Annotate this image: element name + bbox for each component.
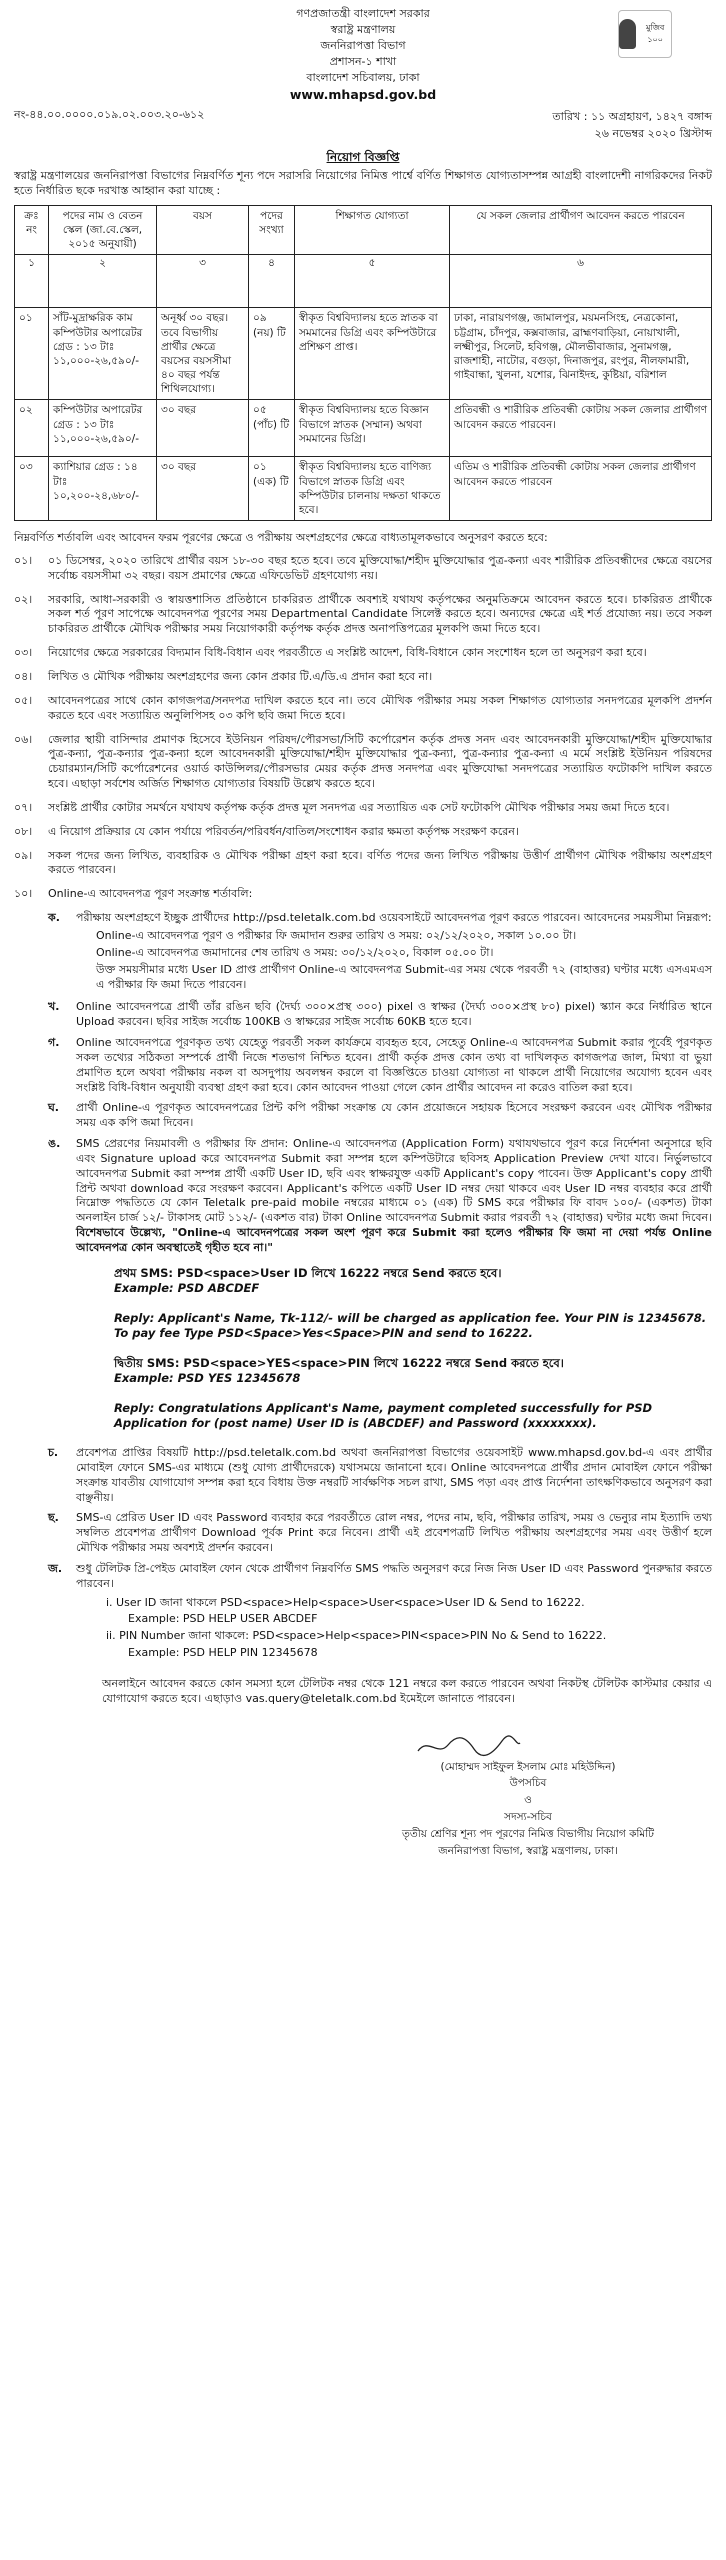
signatory-office: জননিরাপত্তা বিভাগ, স্বরাষ্ট্র মন্ত্রণালয়, ঢাকা। (438, 1844, 618, 1857)
vacancy-table (14, 205, 712, 521)
condition-item (14, 849, 712, 879)
item-label: জ. (48, 1561, 63, 1575)
row-post: ক্যাশিয়ার গ্রেড : ১৪ টাঃ ১০,২০০-২৪,৬৮০/- (49, 457, 157, 521)
condition-number: ০৯। (14, 848, 33, 862)
signature-block (344, 1733, 712, 1860)
online-item-ka (48, 911, 712, 994)
item-text: শুধু টেলিটক প্রি-পেইড মোবাইল ফোন থেকে প্রার্থীগণ নিম্নবর্ণিত SMS পদ্ধতি অনুসরণ করে নিজ নিজ User ID এবং Password পুনরুদ্ধার করতে পারবেন। (76, 1561, 712, 1590)
item-text: Online আবেদনপত্রে প্রার্থী তাঁর রঙিন ছবি (দৈর্ঘ্য ৩০০×প্রস্থ ৩০০) pixel ও স্বাক্ষর (দৈর্ঘ্য ৩০০×প্রস্থ ৮০) pixel) স্ক্যান করে নির্ধারিত স্থানে Upload করবেন। ছবির সাইজ সর্বোচ্চ 100KB ও স্বাক্ষরের সাইজ সর্বোচ্চ 60KB হতে হবে। (76, 1000, 712, 1029)
sms-instructions (114, 1266, 712, 1432)
condition-number: ১০। (14, 887, 33, 901)
row-serial: ০৩ (15, 457, 49, 521)
recovery-user-id: i. User ID জানা থাকলে PSD<space>Help<space>User<space>User ID & Send to 16222. (106, 1595, 585, 1609)
col-number: ৫ (295, 255, 450, 308)
col-number: ৩ (157, 255, 249, 308)
header-line-2: স্বরাষ্ট্র মন্ত্রণালয় (330, 22, 396, 36)
item-label: ঘ. (48, 1101, 59, 1115)
online-item-chha (48, 1511, 712, 1556)
signature-scribble (414, 1733, 524, 1759)
sms-first-example: Example: PSD ABCDEF (114, 1281, 260, 1296)
sms-reply-first: Reply: Applicant's Name, Tk-112/- will be charged as application fee. Your PIN is 12345678. To pay fee Type PSD<Space>Yes<Space>PIN and send to 16222. (114, 1310, 707, 1341)
memo-number: নং-৪৪.০০.০০০০.০১৯.০২.০০৩.২০-৬১২ (14, 107, 205, 121)
sms-first: প্রথম SMS: PSD<space>User ID লিখে 16222 নম্বরে Send করতে হবে। (114, 1265, 502, 1280)
online-item-ga (48, 1036, 712, 1095)
col-header-count: পদের সংখ্যা (249, 205, 295, 255)
recovery-user-id-example: Example: PSD HELP USER ABCDEF (128, 1612, 318, 1626)
item-label: ক. (48, 911, 60, 925)
condition-text: সংশ্লিষ্ট প্রার্থীর কোটার সমর্থনে যথাযথ কর্তৃপক্ষ কর্তৃক প্রদত্ত মূল সনদপত্র এর সত্যায়িত এক সেট ফটোকপি মৌখিক পরীক্ষার সময় জমা দিতে হবে। (48, 800, 670, 814)
row-districts: ঢাকা, নারায়ণগঞ্জ, জামালপুর, ময়মনসিংহ, নেত্রকোনা, চট্টগ্রাম, চাঁদপুর, কক্সবাজার, ব্রাহ্মণবাড়িয়া, নোয়াখালী, লক্ষ্মীপুর, সিলেট, হবিগঞ্জ, মৌলভীবাজার, সুনামগঞ্জ, রাজশাহী, নাটোর, বগুড়া, দিনাজপুর, রংপুর, নীলফামারী, গাইবান্ধা, খুলনা, যশোর, ঝিনাইদহ, কুষ্টিয়া, বরিশাল (450, 308, 712, 400)
header-line-5: বাংলাদেশ সচিবালয়, ঢাকা (306, 70, 420, 84)
header-website: www.mhapsd.gov.bd (289, 86, 437, 102)
row-districts: এতিম ও শারীরিক প্রতিবন্ধী কোটায় সকল জেলার প্রার্থীগণ আবেদন করতে পারবেন (450, 457, 712, 521)
col-number: ৪ (249, 255, 295, 308)
recovery-pin-example: Example: PSD HELP PIN 12345678 (128, 1646, 318, 1660)
condition-item (14, 554, 712, 584)
item-label: ছ. (48, 1511, 59, 1525)
col-header-serial: ক্রঃ নং (15, 205, 49, 255)
col-number: ৬ (450, 255, 712, 308)
col-number: ১ (15, 255, 49, 308)
row-serial: ০২ (15, 400, 49, 457)
portrait-icon (619, 19, 636, 49)
table-row (15, 457, 712, 521)
row-count: ০৫ (পাঁচ) টি (249, 400, 295, 457)
item-text: SMS-এ প্রেরিত User ID এবং Password ব্যবহার করে পরবর্তীতে রোল নম্বর, পদের নাম, ছবি, পরীক্ষার তারিখ, সময় ও ভেন্যুর নাম ইত্যাদি তথ্য সম্বলিত প্রবেশপত্র প্রার্থীগণ Download পূর্বক Print করে নিবেন। প্রার্থী এই প্রবেশপত্রটি লিখিত পরীক্ষায় অংশগ্রহণের সময় এবং উত্তীর্ণ হলে মৌখিক পরীক্ষার সময় অবশ্যই প্রদর্শন করবেন। (76, 1511, 712, 1555)
header-line-4: প্রশাসন-১ শাখা (329, 54, 397, 68)
item-text: SMS প্রেরণের নিয়মাবলী ও পরীক্ষার ফি প্রদান: Online-এ আবেদনপত্র (Application Form) যথাযথভাবে পূরণ করে নির্দেশনা অনুসারে ছবি এবং Signature upload করে আবেদনপত্র Submit করা সম্পন্ন হলে কম্পিউটারে ছবিসহ Application Preview দেখা যাবে। নির্ভুলভাবে আবেদনপত্র Submit করা সম্পন্ন প্রার্থী একটি User ID, ছবি এবং স্বাক্ষরযুক্ত একটি Applicant's copy পাবেন। উক্ত Applicant's copy প্রার্থী প্রিন্ট অথবা download করে সংরক্ষণ করবেন। Applicant's কপিতে একটি User ID নম্বর দেয়া থাকবে এবং User ID নম্বর ব্যবহার করে প্রার্থী নিম্নোক্ত পদ্ধতিতে যে কোন Teletalk pre-paid mobile নম্বরের মাধ্যমে ০১ (এক) টি SMS করে পরীক্ষার ফি বাবদ ১০০/- (একশত) টাকা অনলাইন চার্জ ১২/- টাকাসহ মোট ১১২/- (একশত বার) টাকা Online আবেদনপত্র Submit করার পরবর্তী ৭২ (বাহাত্তর) ঘণ্টার মধ্যে জমা দিবেন। (76, 1137, 712, 1225)
sms-second-example: Example: PSD YES 12345678 (114, 1371, 301, 1386)
item-text: প্রবেশপত্র প্রাপ্তির বিষয়টি http://psd.teletalk.com.bd অথবা জননিরাপত্তা বিভাগের ওয়েবসাইট www.mhapsd.gov.bd-এ এবং প্রার্থীর মোবাইল ফোনে SMS-এর মাধ্যমে (শুধু যোগ্য প্রার্থীদেরকে) যথাসময়ে জানানো হবে। Online আবেদনপত্রে প্রার্থীর প্রদান মোবাইল ফোনে পরীক্ষা সংক্রান্ত যাবতীয় যোগাযোগ সম্পন্ন করা হবে বিধায় উক্ত নম্বরটি সার্বক্ষণিক সচল রাখা, SMS পড়া এবং প্রাপ্ত নির্দেশনা তাৎক্ষণিকভাবে অনুসরণ করা বাঞ্ছনীয়। (76, 1445, 712, 1504)
government-header (14, 6, 712, 104)
signature-image (344, 1733, 712, 1759)
helpline-note: অনলাইনে আবেদন করতে কোন সমস্যা হলে টেলিটক নম্বর থেকে 121 নম্বরে কল করতে পারবেন অথবা নিকটস্থ টেলিটক কাস্টমার কেয়ার এ যোগাযোগ করতে হবে। এছাড়াও vas.query@teletalk.com.bd ইমেইলে জানাতে পারবেন। (102, 1676, 712, 1705)
condition-item (14, 694, 712, 724)
condition-item (14, 593, 712, 638)
condition-text: লিখিত ও মৌখিক পরীক্ষায় অংশগ্রহণের জন্য কোন প্রকার টি.এ/ডি.এ প্রদান করা হবে না। (48, 670, 433, 684)
reference-row (14, 108, 712, 143)
signatory-committee: তৃতীয় শ্রেণির শূন্য পদ পূরণের নিমিত্ত বিভাগীয় নিয়োগ কমিটি (402, 1827, 654, 1840)
schedule-end: Online-এ আবেদনপত্র জমাদানের শেষ তারিখ ও সময়: ৩০/১২/২০২০, বিকাল ০৫.০০ টা। (96, 945, 494, 959)
recovery-pin: ii. PIN Number জানা থাকলে: PSD<space>Help<space>PIN<space>PIN No & Send to 16222. (106, 1629, 607, 1643)
condition-number: ০৪। (14, 670, 33, 684)
schedule-list (96, 929, 712, 992)
row-districts: প্রতিবন্ধী ও শারীরিক প্রতিবন্ধী কোটায় সকল জেলার প্রার্থীগণ আবেদন করতে পারবেন। (450, 400, 712, 457)
date-block (552, 108, 712, 143)
row-age: ৩০ বছর (157, 400, 249, 457)
row-age: অনূর্ধ্ব ৩০ বছর। তবে বিভাগীয় প্রার্থীর ক্ষেত্রে বয়সের বয়সসীমা ৪০ বছর পর্যন্ত শিথিলযোগ্য। (157, 308, 249, 400)
online-item-ja (48, 1562, 712, 1663)
notice-title: নিয়োগ বিজ্ঞপ্তি (326, 150, 400, 164)
conditions-intro: নিম্নবর্ণিত শর্তাবলি এবং আবেদন ফরম পূরণের ক্ষেত্রে ও পরীক্ষায় অংশগ্রহণের ক্ষেত্রে বাধ্যতামূলকভাবে অনুসরণ করতে হবে: (14, 531, 548, 545)
signatory-role: সদস্য-সচিব (504, 1811, 552, 1824)
row-serial: ০১ (15, 308, 49, 400)
col-header-qualification: শিক্ষাগত যোগ্যতা (295, 205, 450, 255)
condition-text: এ নিয়োগ প্রক্রিয়ার যে কোন পর্যায়ে পরিবর্তন/পরিবর্ধন/বাতিল/সংশোধন করার ক্ষমতা কর্তৃপক্ষ সংরক্ষণ করেন। (48, 824, 519, 838)
condition-number: ০৭। (14, 800, 33, 814)
row-post: কম্পিউটার অপারেটর গ্রেড : ১৩ টাঃ ১১,০০০-২৬,৫৯০/- (49, 400, 157, 457)
table-row (15, 308, 712, 400)
signatory-name: (মোহাম্মদ সাইফুল ইসলাম মোঃ মহিউদ্দিন) (440, 1760, 616, 1773)
row-qualification: স্বীকৃত বিশ্ববিদ্যালয় হতে বিজ্ঞান বিভাগে স্নাতক (সম্মান) অথবা সমমানের ডিগ্রি। (295, 400, 450, 457)
condition-item (14, 646, 712, 661)
col-number: ২ (49, 255, 157, 308)
item-label: গ. (48, 1036, 60, 1050)
condition-text: আবেদনপত্রের সাথে কোন কাগজপত্র/সনদপত্র দাখিল করতে হবে না। তবে মৌখিক পরীক্ষার সময় সকল শিক্ষাগত যোগ্যতার সনদপত্রের মূলকপি প্রদর্শন করতে হবে এবং সত্যায়িত অনুলিপিসহ ০৩ কপি ছবি জমা দিতে হবে। (48, 693, 712, 722)
item-label: চ. (48, 1445, 59, 1459)
online-item-nga (48, 1137, 712, 1256)
condition-number: ০২। (14, 592, 33, 606)
condition-item (14, 825, 712, 840)
online-item-kha (48, 1000, 712, 1030)
item-text: Online আবেদনপত্রে পূরণকৃত তথ্য যেহেতু পরবর্তী সকল কার্যক্রমে ব্যবহৃত হবে, সেহেতু Online-এ আবেদনপত্র Submit করার পূর্বেই পূরণকৃত সকল তথ্যের সঠিকতা সম্পর্কে প্রার্থী নিজে শতভাগ নিশ্চিত হবেন। প্রার্থী কর্তৃক প্রদত্ত কোন তথ্য বা দাখিলকৃত কাগজপত্র জাল, মিথ্যা বা ভুয়া প্রমাণিত হলে অথবা পরীক্ষায় নকল বা অসদুপায় অবলম্বন করলে বা বিজ্ঞপ্তিতে চাওয়া যোগ্যতা না থাকলে প্রার্থী নিয়োগের অযোগ্য হবেন এবং সংশ্লিষ্ট বিধি-বিধান অনুযায়ী ব্যবস্থা গ্রহণ করা হবে। কোন আবেদন পাওয়া গেলে কোন প্রার্থীর আবেদন না করেও বাতিল করা হবে। (76, 1036, 712, 1094)
col-header-districts: যে সকল জেলার প্রার্থীগণ আবেদন করতে পারবেন (450, 205, 712, 255)
online-item-gha (48, 1101, 712, 1131)
sms-reply-second: Reply: Congratulations Applicant's Name, payment completed successfully for PSD Application for (post name) User ID is (ABCDEF) and Password (xxxxxxxx). (114, 1400, 653, 1431)
date-english: ২৬ নভেম্বর ২০২০ খ্রিস্টাব্দ (594, 127, 712, 141)
table-header-row (15, 205, 712, 255)
online-application-section (14, 887, 712, 902)
online-item-cha (48, 1446, 712, 1505)
mujib-100-logo (618, 10, 672, 58)
signatory-designation: উপসচিব (509, 1777, 547, 1790)
date-bangla: ১১ অগ্রহায়ণ, ১৪২৭ বঙ্গাব্দ (590, 109, 712, 123)
row-qualification: স্বীকৃত বিশ্ববিদ্যালয় হতে স্নাতক বা সমমানের ডিগ্রি এবং কম্পিউটারে প্রশিক্ষণ প্রাপ্ত। (295, 308, 450, 400)
online-heading: Online-এ আবেদনপত্র পূরণ সংক্রান্ত শর্তাবলি: (48, 887, 253, 901)
condition-text: নিয়োগের ক্ষেত্রে সরকারের বিদ্যমান বিধি-বিধান এবং পরবর্তীতে এ সংশ্লিষ্ট আদেশ, বিধি-বিধানে কোন সংশোধন হলে তা অনুসরণ করা হবে। (48, 646, 647, 660)
notice-intro: স্বরাষ্ট্র মন্ত্রণালয়ের জননিরাপত্তা বিভাগের নিম্নবর্ণিত শূন্য পদে সরাসরি নিয়োগের নিমিত্ত পার্শ্বে বর্ণিত শিক্ষাগত যোগ্যতাসম্পন্ন আগ্রহী বাংলাদেশী নাগরিকদের নিকট হতে নির্ধারিত ছকে দরখাস্ত আহ্বান করা যাচ্ছে : (14, 169, 712, 198)
condition-number: ০৫। (14, 693, 33, 707)
condition-number: ০৮। (14, 824, 33, 838)
item-label: খ. (48, 1000, 60, 1014)
row-post: সাঁট-মুদ্রাক্ষরিক কাম কম্পিউটার অপারেটর গ্রেড : ১৩ টাঃ ১১,০০০-২৬,৫৯০/- (49, 308, 157, 400)
table-row (15, 400, 712, 457)
col-header-age: বয়স (157, 205, 249, 255)
col-header-post: পদের নাম ও বেতন স্কেল (জা.বে.স্কেল, ২০১৫ অনুযায়ী) (49, 205, 157, 255)
item-label: ঙ. (48, 1137, 61, 1151)
item-text: প্রার্থী Online-এ পূরণকৃত আবেদনপত্রের প্রিন্ট কপি পরীক্ষা সংক্রান্ত যে কোন প্রয়োজনে সহায়ক হিসেবে সংরক্ষণ করবেন এবং মৌখিক পরীক্ষার সময় এক কপি জমা দিবেন। (76, 1101, 712, 1130)
recovery-list (106, 1596, 712, 1661)
condition-number: ০৩। (14, 646, 33, 660)
header-line-1: গণপ্রজাতন্ত্রী বাংলাদেশ সরকার (296, 7, 430, 20)
condition-text: সকল পদের জন্য লিখিত, ব্যবহারিক ও মৌখিক পরীক্ষা গ্রহণ করা হবে। বর্ণিত পদের জন্য লিখিত পরীক্ষায় উত্তীর্ণ প্রার্থীগণ মৌখিক পরীক্ষায় অংশগ্রহণ করতে পারবেন। (48, 848, 712, 877)
item-text: পরীক্ষায় অংশগ্রহণে ইচ্ছুক প্রার্থীদের http://psd.teletalk.com.bd ওয়েবসাইটে আবেদনপত্র পূরণ করতে পারবেন। আবেদনের সময়সীমা নিম্নরূপ: (76, 911, 712, 925)
schedule-fee-window: উক্ত সময়সীমার মধ্যে User ID প্রাপ্ত প্রার্থীগণ Online-এ আবেদনপত্র Submit-এর সময় থেকে পরবর্তী ৭২ (বাহাত্তর) ঘণ্টার মধ্যে এসএমএস এ পরীক্ষার ফি জমা দিতে পারবেন। (96, 962, 712, 991)
condition-text: জেলার স্থায়ী বাসিন্দার প্রমাণক হিসেবে ইউনিয়ন পরিষদ/পৌরসভা/সিটি কর্পোরেশন কর্তৃক প্রদত্ত সনদ এবং আবেদনকারী মুক্তিযোদ্ধা/শহীদ মুক্তিযোদ্ধার পুত্র-কন্যা, পুত্র-কন্যার পুত্র-কন্যা হলে আবেদনকারী মুক্তিযোদ্ধা/শহীদ মুক্তিযোদ্ধার পুত্র-কন্যা, পুত্র-কন্যার পুত্র-কন্যা এ মর্মে সংশ্লিষ্ট ইউনিয়ন পরিষদের চেয়ারম্যান/সিটি কর্পোরেশনের ওয়ার্ড কাউন্সিলর/পৌরসভার মেয়র কর্তৃক প্রদত্ত সনদপত্র এবং মুক্তিযোদ্ধা সনদপত্রের সত্যায়িত ফটোকপি দাখিল করতে হবে। এছাড়া সর্বশেষ অর্জিত শিক্ষাগত যোগ্যতার বিষয়টি উল্লেখ করতে হবে। (48, 732, 712, 791)
condition-item (14, 733, 712, 792)
row-count: ০৯ (নয়) টি (249, 308, 295, 400)
row-qualification: স্বীকৃত বিশ্ববিদ্যালয় হতে বাণিজ্য বিভাগে স্নাতক ডিগ্রি এবং কম্পিউটার চালনায় দক্ষতা থাকতে হবে। (295, 457, 450, 521)
header-line-3: জননিরাপত্তা বিভাগ (320, 38, 406, 52)
condition-text: সরকারি, আধা-সরকারী ও স্বায়ত্তশাসিত প্রতিষ্ঠানে চাকরিরত প্রার্থীকে অবশ্যই যথাযথ কর্তৃপক্ষের অনুমতিক্রমে আবেদন করতে হবে। চাকরিরত প্রার্থীকে সকল শর্ত পূরণ সাপেক্ষে আবেদনপত্র পূরণের সময় Departmental Candidate সিলেক্ট করতে হবে। অন্যদের ক্ষেত্রে এই শর্ত প্রযোজ্য নয়। তবে সকল চাকরিরত প্রার্থীকে মৌখিক পরীক্ষার সময় নিয়োগকারী কর্তৃপক্ষ কর্তৃক প্রদত্ত অনাপত্তিপত্রের মূলকপি জমা দিতে হবে। (48, 592, 712, 636)
row-count: ০১ (এক) টি (249, 457, 295, 521)
condition-number: ০৬। (14, 732, 33, 746)
date-label: তারিখ : (552, 109, 588, 123)
signatory-and: ও (524, 1794, 532, 1807)
item-text-emphasis: বিশেষভাবে উল্লেখ্য, "Online-এ আবেদনপত্রের সকল অংশ পূরণ করে Submit করা হলেও পরীক্ষার ফি জমা না দেয়া পর্যন্ত Online আবেদনপত্র কোন অবস্থাতেই গৃহীত হবে না।" (76, 1226, 712, 1255)
condition-number: ০১। (14, 553, 33, 567)
condition-item (14, 670, 712, 685)
schedule-start: Online-এ আবেদনপত্র পূরণ ও পরীক্ষার ফি জমাদান শুরুর তারিখ ও সময়: ০২/১২/২০২০, সকাল ১০.০০ টা। (96, 928, 577, 942)
condition-item (14, 801, 712, 816)
logo-text: মুজিব ১০০ (646, 23, 665, 44)
sms-second: দ্বিতীয় SMS: PSD<space>YES<space>PIN লিখে 16222 নম্বরে Send করতে হবে। (114, 1355, 564, 1370)
column-number-row (15, 255, 712, 308)
row-age: ৩০ বছর (157, 457, 249, 521)
condition-text: ০১ ডিসেম্বর, ২০২০ তারিখে প্রার্থীর বয়স ১৮-৩০ বছর হতে হবে। তবে মুক্তিযোদ্ধা/শহীদ মুক্তিযোদ্ধার পুত্র-কন্যা এবং শারীরিক প্রতিবন্ধীদের ক্ষেত্রে বয়সের সর্বোচ্চ বয়সসীমা ৩২ বছর। বয়স প্রমাণের ক্ষেত্রে এফিডেভিট গ্রহণযোগ্য নয়। (48, 553, 712, 582)
